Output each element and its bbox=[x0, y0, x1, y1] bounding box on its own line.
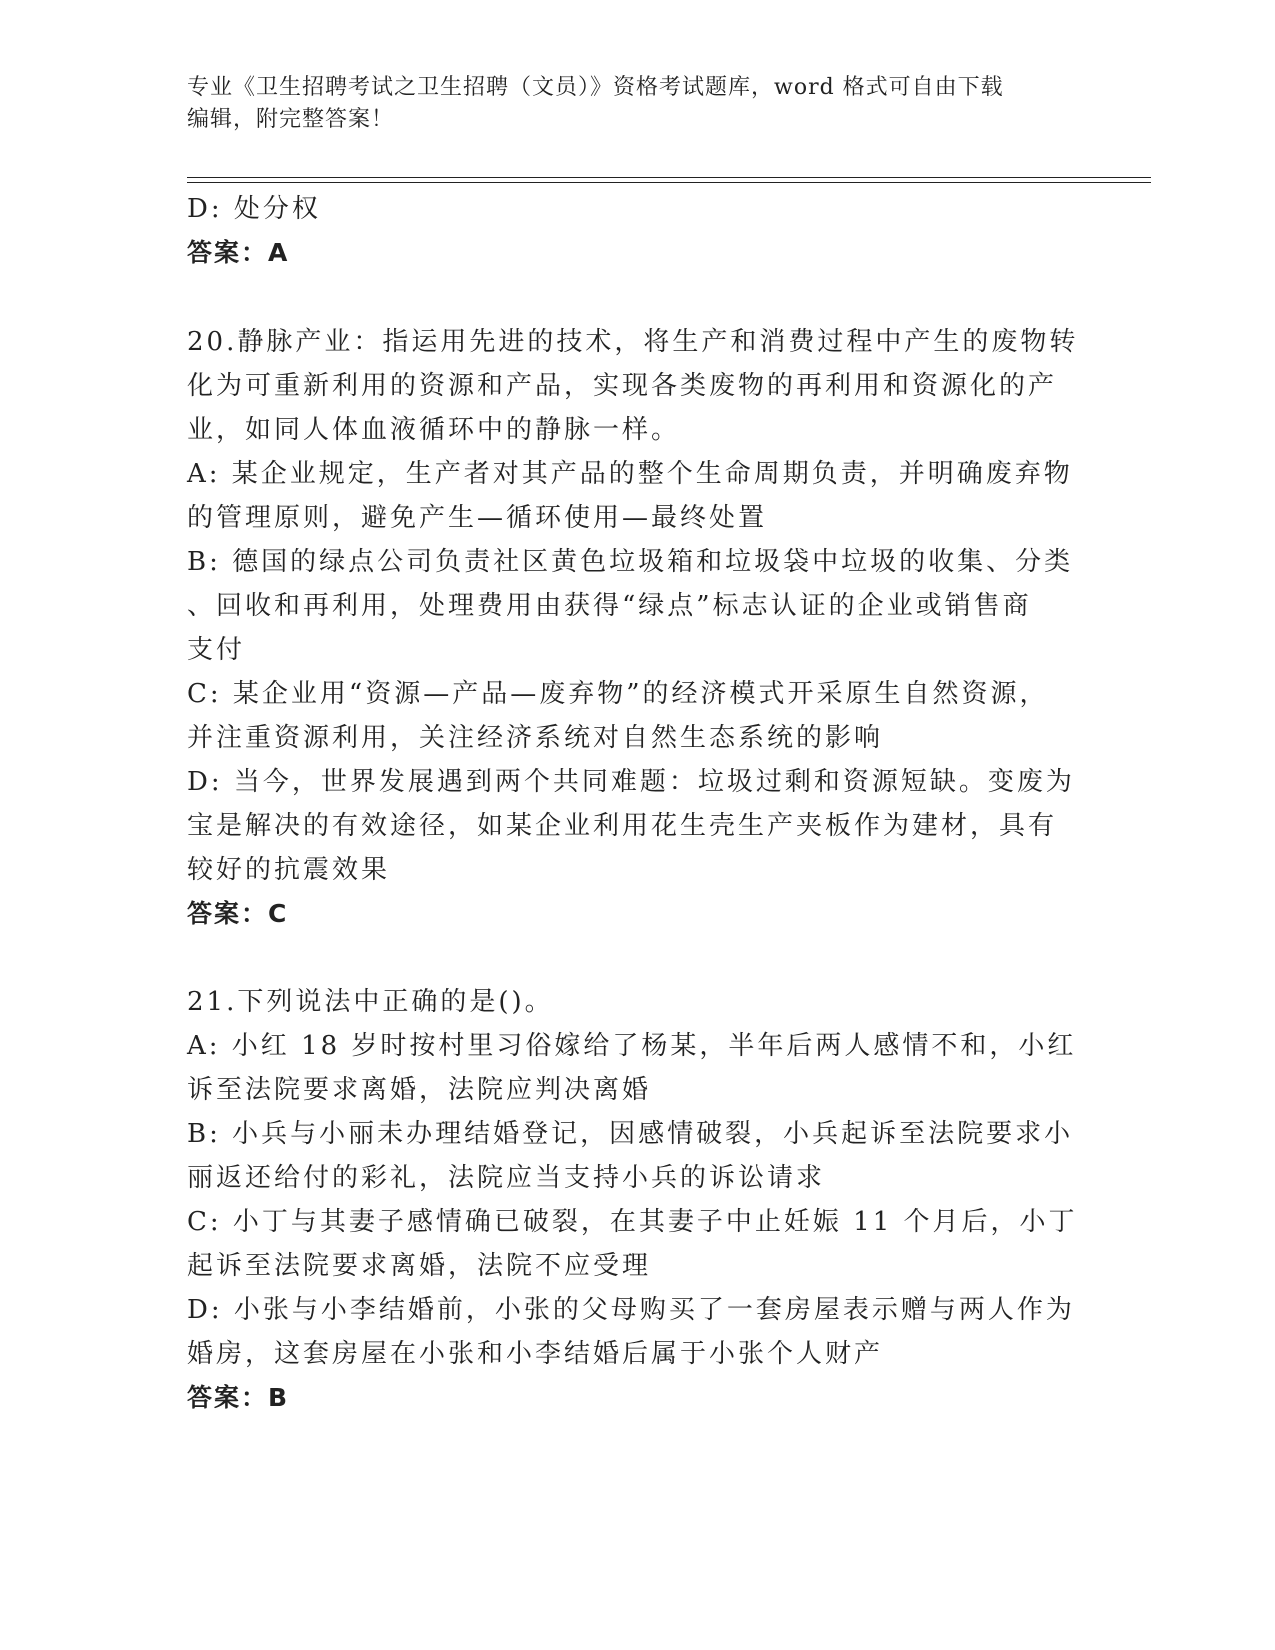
q20-option-d-line-2: 宝是解决的有效途径，如某企业利用花生壳生产夹板作为建材，具有 bbox=[187, 811, 1058, 841]
q21-option-d-line-2: 婚房，这套房屋在小张和小李结婚后属于小张个人财产 bbox=[187, 1339, 884, 1369]
q21-option-c-line-2: 起诉至法院要求离婚，法院不应受理 bbox=[187, 1251, 652, 1281]
q20-stem-line-2: 化为可重新利用的资源和产品，实现各类废物的再利用和资源化的产 bbox=[187, 371, 1058, 401]
q19-option-d: D: 处分权 bbox=[187, 194, 321, 224]
q21-option-b-line-2: 丽返还给付的彩礼，法院应当支持小兵的诉讼请求 bbox=[187, 1163, 826, 1193]
q20-option-b-line-3: 支付 bbox=[187, 635, 246, 665]
header-rule-top bbox=[187, 177, 1151, 178]
q21-stem: 21.下列说法中正确的是()。 bbox=[187, 987, 554, 1017]
header-rule-bottom bbox=[187, 182, 1151, 183]
q20-stem-line-1: 20.静脉产业：指运用先进的技术，将生产和消费过程中产生的废物转 bbox=[187, 327, 1079, 357]
q20-option-b-line-2: 、回收和再利用，处理费用由获得“绿点”标志认证的企业或销售商 bbox=[187, 591, 1032, 621]
q19-answer: 答案：A bbox=[187, 238, 290, 267]
q21-option-d-line-1: D: 小张与小李结婚前，小张的父母购买了一套房屋表示赠与两人作为 bbox=[187, 1295, 1075, 1325]
q20-option-d-line-1: D: 当今，世界发展遇到两个共同难题：垃圾过剩和资源短缺。变废为 bbox=[187, 767, 1075, 797]
q21-option-a-line-1: A: 小红 18 岁时按村里习俗嫁给了杨某，半年后两人感情不和，小红 bbox=[187, 1031, 1077, 1061]
q21-option-c-line-1: C: 小丁与其妻子感情确已破裂，在其妻子中止妊娠 11 个月后，小丁 bbox=[187, 1207, 1078, 1237]
q20-option-d-line-3: 较好的抗震效果 bbox=[187, 855, 391, 885]
q20-option-a-line-1: A: 某企业规定，生产者对其产品的整个生命周期负责，并明确废弃物 bbox=[187, 459, 1073, 489]
q21-option-b-line-1: B: 小兵与小丽未办理结婚登记，因感情破裂，小兵起诉至法院要求小 bbox=[187, 1119, 1074, 1149]
q21-option-a-line-2: 诉至法院要求离婚，法院应判决离婚 bbox=[187, 1075, 652, 1105]
document-header bbox=[187, 72, 1067, 136]
q20-option-c-line-1: C: 某企业用“资源—产品—废弃物”的经济模式开采原生自然资源， bbox=[187, 679, 1049, 709]
q20-option-a-line-2: 的管理原则，避免产生—循环使用—最终处置 bbox=[187, 503, 768, 533]
q20-answer: 答案：C bbox=[187, 899, 289, 928]
header-line-1: 专业《卫生招聘考试之卫生招聘（文员）》资格考试题库，word 格式可自由下载 bbox=[187, 75, 1004, 100]
q21-answer: 答案：B bbox=[187, 1383, 290, 1412]
q20-option-b-line-1: B: 德国的绿点公司负责社区黄色垃圾箱和垃圾袋中垃圾的收集、分类 bbox=[187, 547, 1074, 577]
q20-stem-line-3: 业，如同人体血液循环中的静脉一样。 bbox=[187, 415, 681, 445]
q20-option-c-line-2: 并注重资源利用，关注经济系统对自然生态系统的影响 bbox=[187, 723, 884, 753]
header-line-2: 编辑，附完整答案！ bbox=[187, 107, 395, 132]
